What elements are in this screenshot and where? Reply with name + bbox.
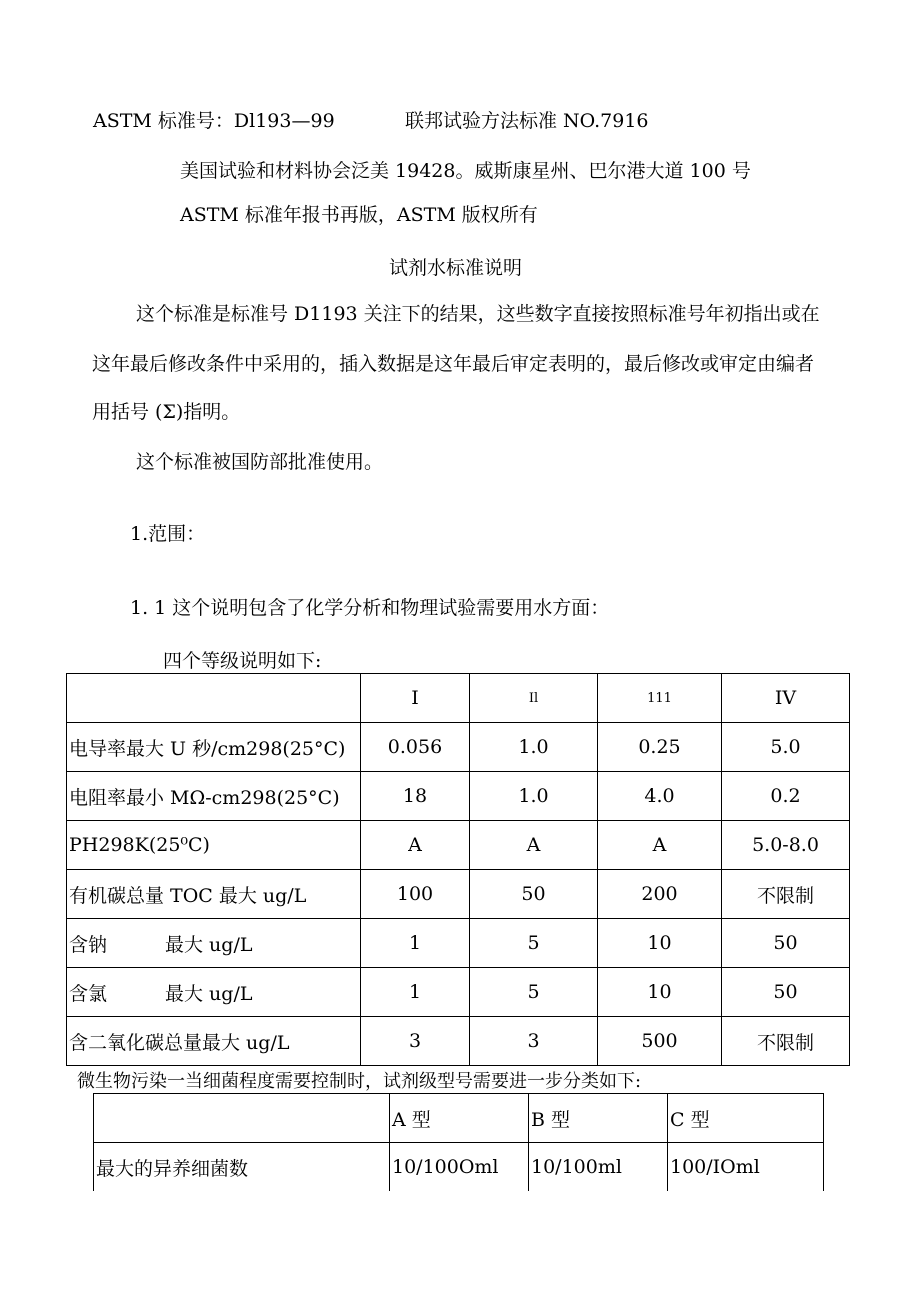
row-label-b: 最大 ug/L xyxy=(165,933,253,956)
header-cell: C 型 xyxy=(668,1094,824,1143)
table-cell: 10 xyxy=(598,968,722,1017)
subsection-text: 1. 1 这个说明包含了化学分析和物理试验需要用水方面： xyxy=(130,597,610,619)
table-cell: 1 xyxy=(361,968,470,1017)
table-cell: 100/IOml xyxy=(668,1143,824,1192)
row-label: 电阻率最小 MΩ-cm298(25°C) xyxy=(67,772,361,821)
intro-line-3: 用括号 (Σ)指明。 xyxy=(92,401,241,423)
table-row xyxy=(67,772,850,821)
table-cell: 5 xyxy=(470,968,598,1017)
reprint-note: ASTM 标准年报书再版，ASTM 版权所有 xyxy=(180,204,538,226)
table-cell: A xyxy=(470,821,598,870)
table-header-row xyxy=(67,674,850,723)
intro-line-2: 这年最后修改条件中采用的，插入数据是这年最后审定表明的，最后修改或审定由编者 xyxy=(92,353,815,375)
table-cell: 1.0 xyxy=(470,723,598,772)
row-label: 含二氧化碳总量最大 ug/L xyxy=(67,1017,361,1066)
table-cell: 0.056 xyxy=(361,723,470,772)
table-cell: 1 xyxy=(361,919,470,968)
header-cell: B 型 xyxy=(529,1094,668,1143)
grade-table xyxy=(66,673,850,1066)
header-cell: 111 xyxy=(598,674,722,723)
society-address: 美国试验和材料协会泛美 19428。威斯康星州、巴尔港大道 100 号 xyxy=(180,160,751,182)
table-cell: 18 xyxy=(361,772,470,821)
standard-number: ASTM 标准号：Dl193—99 xyxy=(93,110,335,132)
row-label: 有机碳总量 TOC 最大 ug∕L xyxy=(67,870,361,919)
table-cell: 50 xyxy=(470,870,598,919)
table-cell: 10 xyxy=(598,919,722,968)
table-row xyxy=(67,870,850,919)
row-label xyxy=(67,968,361,1017)
table-cell: 0.25 xyxy=(598,723,722,772)
table-row xyxy=(67,1017,850,1066)
approval-note: 这个标准被国防部批准使用。 xyxy=(136,451,384,473)
row-label xyxy=(67,919,361,968)
microbial-table xyxy=(93,1093,824,1191)
table-row xyxy=(94,1143,824,1192)
table-cell: 10∕100ml xyxy=(529,1143,668,1192)
table-cell: 500 xyxy=(598,1017,722,1066)
table-cell: 0.2 xyxy=(722,772,850,821)
table-cell: 1.0 xyxy=(470,772,598,821)
header-cell: I xyxy=(361,674,470,723)
row-label-b: 最大 ug/L xyxy=(165,982,253,1005)
federal-standard: 联邦试验方法标准 NO.7916 xyxy=(405,110,649,132)
table-row xyxy=(67,919,850,968)
row-label: PH298K(25⁰C) xyxy=(67,821,361,870)
table-cell: 5 xyxy=(470,919,598,968)
table-cell: 50 xyxy=(722,968,850,1017)
table-cell: 5.0-8.0 xyxy=(722,821,850,870)
row-label: 电导率最大 U 秒∕cm298(25°C) xyxy=(67,723,361,772)
table-cell: 3 xyxy=(470,1017,598,1066)
header-cell: Il xyxy=(470,674,598,723)
header-cell: IV xyxy=(722,674,850,723)
section-heading: 1.范围： xyxy=(130,523,206,545)
row-label-a: 含氯 xyxy=(69,982,108,1005)
table-cell: 5.0 xyxy=(722,723,850,772)
row-label-a: 含钠 xyxy=(69,933,108,956)
microbial-intro: 微生物污染一当细菌程度需要控制时，试剂级型号需要进一步分类如下: xyxy=(77,1071,642,1092)
header-cell xyxy=(67,674,361,723)
table-cell: A xyxy=(361,821,470,870)
intro-line-1: 这个标准是标准号 D1193 关注下的结果，这些数字直接按照标准号年初指出或在 xyxy=(136,303,820,325)
table-cell: 不限制 xyxy=(722,1017,850,1066)
table-cell: 4.0 xyxy=(598,772,722,821)
table-cell: A xyxy=(598,821,722,870)
document-title: 试剂水标准说明 xyxy=(389,257,523,279)
table-cell: 50 xyxy=(722,919,850,968)
table-row xyxy=(67,723,850,772)
header-cell xyxy=(94,1094,390,1143)
header-cell: A 型 xyxy=(390,1094,529,1143)
table-cell: 100 xyxy=(361,870,470,919)
table-cell: 3 xyxy=(361,1017,470,1066)
table-header-row xyxy=(94,1094,824,1143)
grades-intro: 四个等级说明如下: xyxy=(163,650,322,672)
table-cell: 不限制 xyxy=(722,870,850,919)
table-cell: 200 xyxy=(598,870,722,919)
table-row xyxy=(67,968,850,1017)
table-row xyxy=(67,821,850,870)
table-cell: 10/100Oml xyxy=(390,1143,529,1192)
row-label: 最大的异养细菌数 xyxy=(94,1143,390,1192)
